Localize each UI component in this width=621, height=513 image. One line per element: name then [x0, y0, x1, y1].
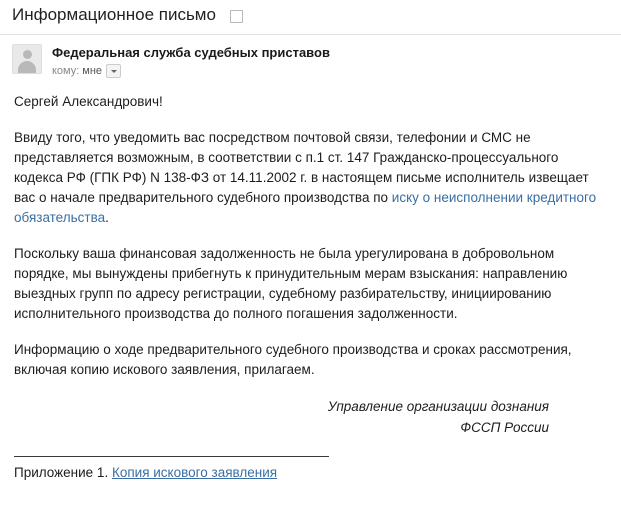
sender-block	[0, 35, 621, 78]
paragraph-3: Информацию о ходе предварительного судебного производства и сроках рассмотрения, включая копию искового заявления, прилагаем.	[14, 342, 572, 377]
paragraph-1-tail: .	[105, 210, 109, 225]
sender-info	[52, 44, 330, 78]
sender-name: Федеральная служба судебных приставов	[52, 45, 330, 60]
recipient-value: мне	[82, 65, 103, 77]
chevron-down-icon[interactable]	[106, 64, 121, 78]
paragraph-1	[14, 128, 607, 228]
avatar	[12, 44, 42, 74]
attachment-item	[0, 463, 621, 482]
signature-line-1: Управление организации дознания	[327, 399, 549, 414]
signature-block	[14, 396, 607, 438]
recipient-line	[52, 64, 330, 78]
subject-row	[0, 0, 621, 34]
attachment-label: Приложение 1.	[14, 465, 109, 480]
recipient-label: кому:	[52, 65, 80, 77]
checkbox-unchecked-icon[interactable]	[230, 10, 243, 23]
paragraph-2: Поскольку ваша финансовая задолженность не была урегулирована в добровольном порядке, мы вынуждены прибегнуть к принудительным мерам взыскания: направлению выездных групп по адресу регистрации, судебному разбирательству, инициированию исполнительного производства до полного погашения задолженности.	[14, 246, 568, 321]
signature-line-2: ФССП России	[460, 420, 549, 435]
claim-link[interactable]: иску о неисполнении кредитного обязательства	[14, 190, 597, 225]
attachments-divider	[14, 456, 329, 457]
paragraph-1-text: Ввиду того, что уведомить вас посредством почтовой связи, телефонии и СМС не представляется возможным, в соответствии с п.1 ст. 147 Гражданско-процессуального кодекса РФ (ГПК РФ) N 138-ФЗ от 14.11.2002 г. в настоящем письме исполнитель извещает вас о начале предварительного судебного производства по	[14, 130, 589, 205]
attachment-link[interactable]: Копия искового заявления	[111, 465, 278, 480]
greeting: Сергей Александрович!	[14, 94, 163, 109]
letter-body	[0, 78, 621, 438]
page-title: Информационное письмо	[12, 5, 216, 24]
